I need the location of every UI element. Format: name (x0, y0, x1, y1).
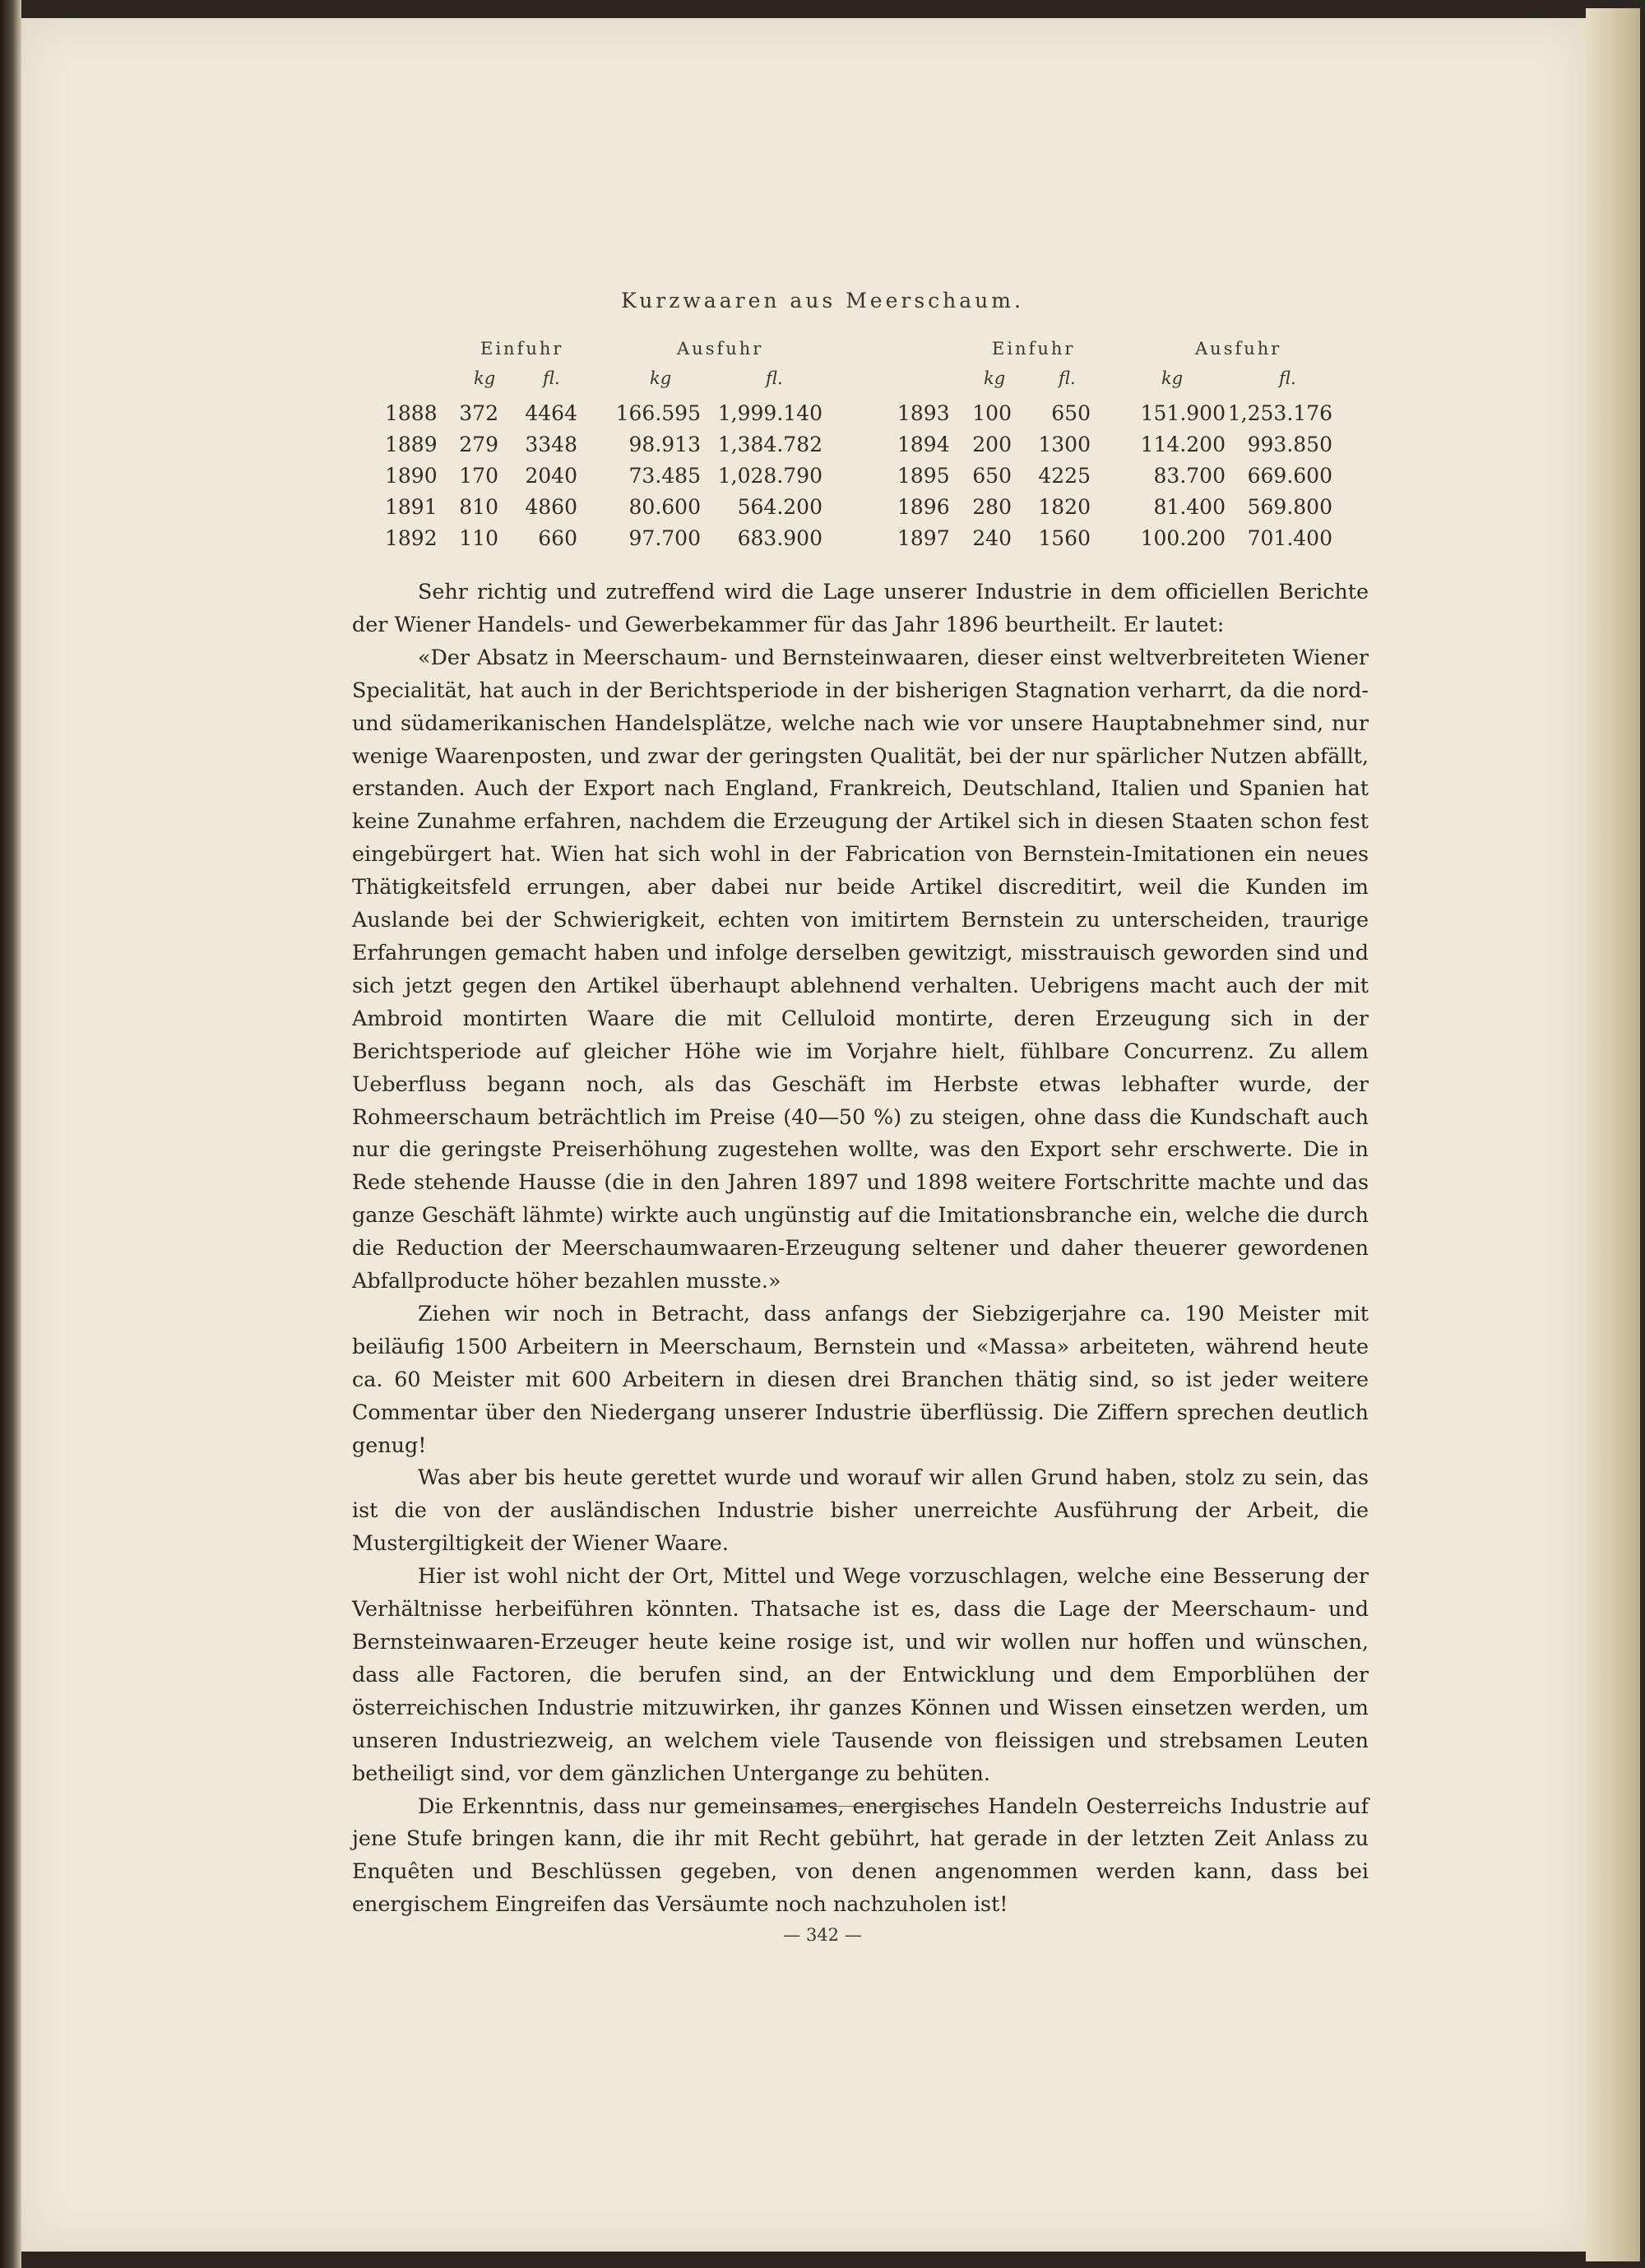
cell-export-kg: 80.600 (628, 495, 701, 519)
unit-fl-export-left: fl. (766, 368, 783, 388)
cell-import-kg: 240 (972, 526, 1012, 550)
paragraph: Ziehen wir noch in Betracht, dass anfangs der Siebzigerjahre ca. 190 Meister mit beiläufig 1500 Arbeitern in Meerschaum, Bernstein und «Massa» arbeiteten, während heute ca. 60 Meister mit 600 Arbeitern in diesen drei Branchen thätig sind, so ist jeder weitere Commentar über den Niedergang unserer Industrie überflüssig. Die Ziffern sprechen deutlich genug! (352, 1300, 1369, 1457)
paragraph: Hier ist wohl nicht der Ort, Mittel und Wege vorzuschlagen, welche eine Besserung der Verhältnisse herbeiführen könnten. Thatsache ist es, dass die Lage der Meerschaum- und Bernsteinwaaren-Erzeuger heute keine rosige ist, und wir wollen nur hoffen und wünschen, dass alle Factoren, die berufen sind, an der Entwicklung und dem Emporblühen der österreichischen Industrie mitzuwirken, ihr ganzes Können und Wissen einsetzen werden, um unseren Industriezweig, an welchem viele Tausende von fleissigen und strebsamen Leuten betheiligt sind, vor dem gänzlichen Untergange zu behüten. (352, 1563, 1369, 1785)
cell-export-fl: 1,999.140 (717, 401, 822, 425)
cell-export-fl: 569.800 (1247, 495, 1332, 519)
paragraph: Sehr richtig und zutreffend wird die Lage unserer Industrie in dem officiellen Berichte der Wiener Handels- und Gewerbekammer für das Jahr 1896 beurtheilt. Er lautet: (352, 579, 1369, 636)
unit-fl-import-left: fl. (543, 368, 560, 388)
header-import-left: Einfuhr (480, 339, 564, 359)
cell-year: 1897 (897, 526, 950, 550)
table-title: Kurzwaaren aus Meerschaum. (621, 289, 1024, 312)
cell-export-kg: 83.700 (1153, 464, 1226, 488)
cell-export-kg: 73.485 (628, 464, 701, 488)
paragraph: «Der Absatz in Meerschaum- und Bernsteinwaaren, dieser einst weltverbreiteten Wiener Specialität, hat auch in der Berichtsperiode in der bisherigen Stagnation verharrt, da die nord- und südamerikanischen Handelsplätze, welche nach wie vor unsere Hauptabnehmer sind, nur wenige Waarenposten, und zwar der geringsten Qualität, bei der nur spärlicher Nutzen abfällt, erstanden. Auch der Export nach England, Frankreich, Deutschland, Italien und Spanien hat keine Zunahme erfahren, nachdem die Erzeugung der Artikel sich in diesen Staaten schon fest eingebürgert hat. Wien hat sich wohl in der Fabrication von Bernstein-Imitationen ein neues Thätigkeitsfeld errungen, aber dabei nur beide Artikel discreditirt, weil die Kunden im Auslande bei der Schwierigkeit, echten von imitirtem Bernstein zu unterscheiden, traurige Erfahrungen gemacht haben und infolge derselben gewitzigt, misstrauisch geworden sind und sich jetzt gegen den Artikel überhaupt ablehnend verhalten. Uebrigens macht auch der mit Ambroid montirten Waare die mit Celluloid montirte, deren Erzeugung sich in der Berichtsperiode auf gleicher Höhe wie im Vorjahre hielt, fühlbare Concurrenz. Zu allem Ueberfluss begann noch, als das Geschäft im Herbste etwas lebhafter wurde, der Rohmeerschaum beträchtlich im Preise (40—50 %) zu steigen, ohne dass die Kundschaft auch nur die geringste Preiserhöhung zugestehen wollte, was den Export sehr erschwerte. Die in Rede stehende Hausse (die in den Jahren 1897 und 1898 weitere Fortschritte machte und das ganze Geschäft lähmte) wirkte auch ungünstig auf die Imitationsbranche ein, welche die durch die Reduction der Meerschaumwaaren-Erzeugung seltener und daher theuerer gewordenen Abfallproducte höher bezahlen musste.» (352, 644, 1369, 1294)
cell-import-kg: 100 (972, 401, 1012, 425)
cell-import-kg: 200 (972, 433, 1012, 456)
header-export-left: Ausfuhr (677, 339, 764, 359)
cell-year: 1896 (897, 495, 950, 519)
cell-export-fl: 669.600 (1247, 464, 1332, 488)
cell-export-fl: 701.400 (1247, 526, 1332, 550)
cell-year: 1895 (897, 464, 950, 488)
cell-import-fl: 650 (1051, 401, 1091, 425)
cell-year: 1892 (385, 526, 438, 550)
cell-year: 1893 (897, 401, 950, 425)
cell-export-fl: 1,384.782 (717, 433, 822, 456)
unit-kg-import-right: kg (984, 368, 1006, 388)
cell-import-kg: 372 (459, 401, 498, 425)
paragraph: Die Erkenntnis, dass nur gemeinsames, energisches Handeln Oesterreichs Industrie auf jene Stufe bringen kann, die ihr mit Recht gebührt, hat gerade in der letzten Zeit Anlass zu Enquêten und Beschlüssen gegeben, von denen angenommen werden kann, dass bei energischem Eingreifen das Versäumte noch nachzuholen ist! (352, 1793, 1369, 1917)
cell-import-kg: 810 (459, 495, 498, 519)
cell-export-kg: 166.595 (615, 401, 701, 425)
cell-import-kg: 650 (972, 464, 1012, 488)
cell-import-fl: 4225 (1038, 464, 1091, 488)
cell-import-kg: 279 (459, 433, 498, 456)
cell-year: 1888 (385, 401, 438, 425)
cell-export-fl: 564.200 (737, 495, 822, 519)
paragraph: Was aber bis heute gerettet wurde und worauf wir allen Grund haben, stolz zu sein, das ist die von der ausländischen Industrie bisher unerreichte Ausführung der Arbeit, die Mustergiltigkeit der Wiener Waare. (352, 1465, 1369, 1556)
cell-import-fl: 1560 (1038, 526, 1091, 550)
header-export-right: Ausfuhr (1195, 339, 1282, 359)
unit-kg-export-left: kg (650, 368, 672, 388)
cell-import-fl: 1820 (1038, 495, 1091, 519)
body-text (352, 576, 1369, 1921)
cell-export-fl: 683.900 (737, 526, 822, 550)
cell-export-fl: 1,028.790 (717, 464, 822, 488)
cell-year: 1889 (385, 433, 438, 456)
page-edge (1586, 8, 1640, 2261)
cell-year: 1890 (385, 464, 438, 488)
page-number: — 342 — (783, 1925, 862, 1945)
cell-import-fl: 4860 (525, 495, 577, 519)
section-divider (773, 1806, 951, 1807)
cell-year: 1894 (897, 433, 950, 456)
cell-export-kg: 97.700 (628, 526, 701, 550)
cell-export-kg: 100.200 (1140, 526, 1226, 550)
cell-import-kg: 170 (459, 464, 498, 488)
cell-export-kg: 98.913 (628, 433, 701, 456)
cell-import-kg: 110 (459, 526, 498, 550)
cell-import-fl: 2040 (525, 464, 577, 488)
cell-import-fl: 1300 (1038, 433, 1091, 456)
cell-export-kg: 114.200 (1140, 433, 1226, 456)
cell-import-fl: 660 (538, 526, 577, 550)
header-import-right: Einfuhr (992, 339, 1076, 359)
cell-export-fl: 1,253.176 (1227, 401, 1332, 425)
cell-year: 1891 (385, 495, 438, 519)
cell-export-kg: 151.900 (1140, 401, 1226, 425)
cell-import-fl: 3348 (525, 433, 577, 456)
cell-import-kg: 280 (972, 495, 1012, 519)
unit-kg-export-right: kg (1161, 368, 1184, 388)
unit-fl-export-right: fl. (1279, 368, 1296, 388)
unit-kg-import-left: kg (474, 368, 496, 388)
cell-export-fl: 993.850 (1247, 433, 1332, 456)
unit-fl-import-right: fl. (1059, 368, 1076, 388)
cell-export-kg: 81.400 (1153, 495, 1226, 519)
cell-import-fl: 4464 (525, 401, 577, 425)
